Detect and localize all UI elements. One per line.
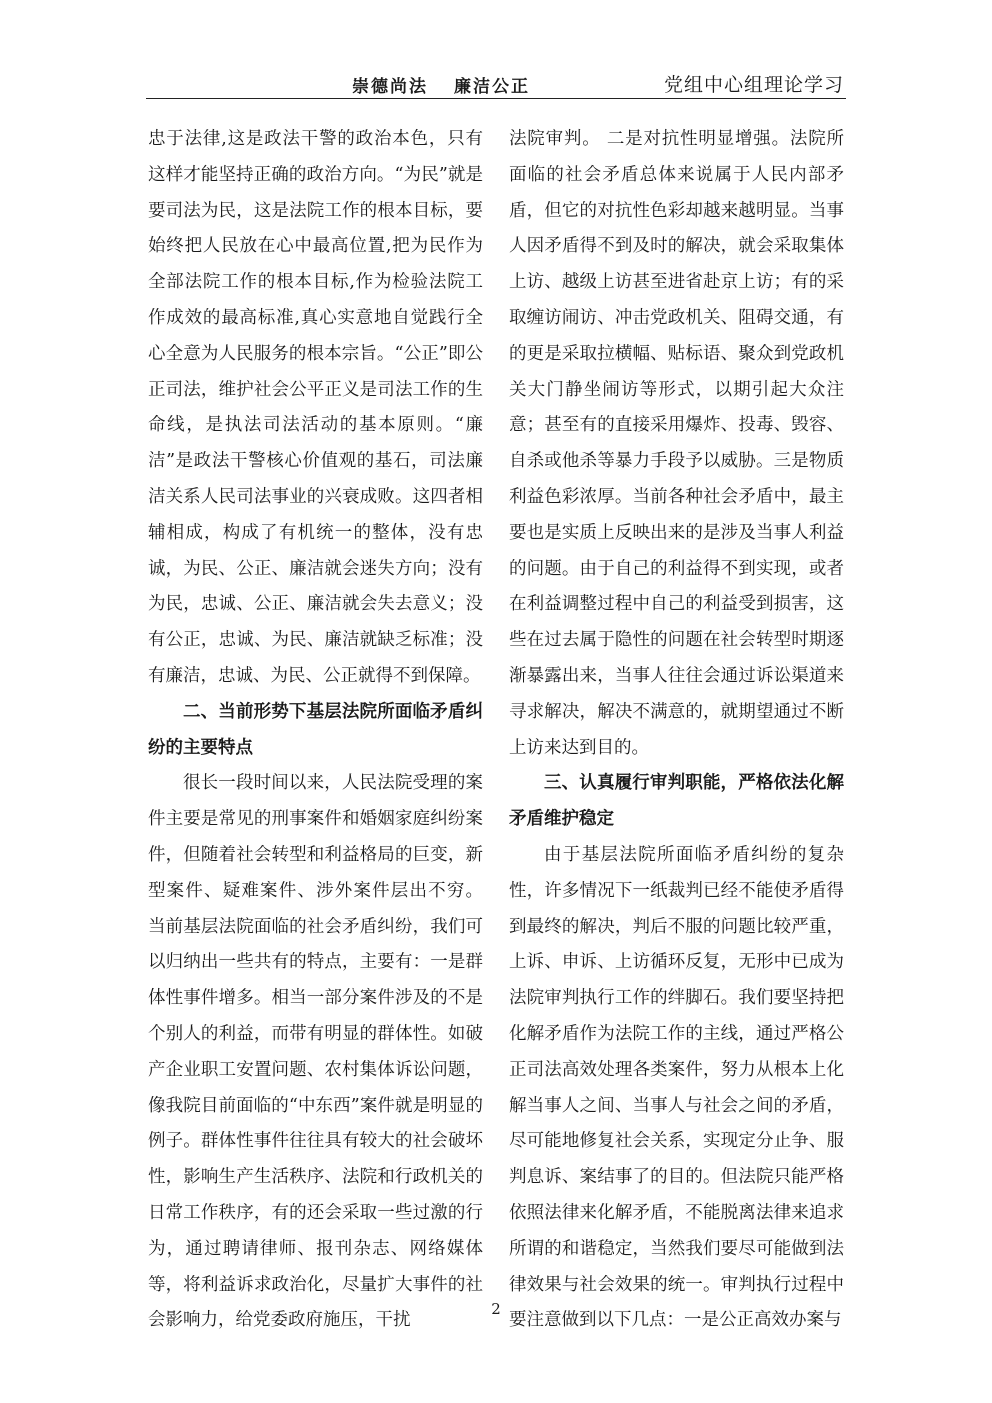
left-paragraph-1: 忠于法律,这是政法干警的政治本色，只有这样才能坚持正确的政治方向。“为民”就是要司法为民，这是法院工作的根本目标，要始终把人民放在心中最高位置,把为民作为全部法院工作的根本目标,作为检验法院工作成效的最高标准,真心实意地自觉践行全心全意为人民服务的根本宗旨。“公正”即公正司法，维护社会公平正义是司法工作的生命线，是执法司法活动的基本原则。“廉洁”是政法干警核心价值观的基石，司法廉洁关系人民司法事业的兴衰成败。这四者相辅相成，构成了有机统一的整体，没有忠诚，为民、公正、廉洁就会迷失方向；没有为民，忠诚、公正、廉洁就会失去意义；没有公正，忠诚、为民、廉洁就缺乏标准；没有廉洁，忠诚、为民、公正就得不到保障。 <box>148 129 483 686</box>
section-heading-2: 二、当前形势下基层法院所面临矛盾纠纷的主要特点 <box>148 701 483 758</box>
right-paragraph-2: 由于基层法院所面临矛盾纠纷的复杂性，许多情况下一纸裁判已经不能使矛盾得到最终的解决，判后不服的问题比较严重，上诉、申诉、上访循环反复，无形中已成为法院审判执行工作的绊脚石。我们要坚持把化解矛盾作为法院工作的主线，通过严格公正司法高效处理各类案件，努力从根本上化解当事人之间、当事人与社会之间的矛盾，尽可能地修复社会关系，实现定分止争、服判息诉、案结事了的目的。但法院只能严格依照法律来化解矛盾，不能脱离法律来追求所谓的和谐稳定，当然我们要尽可能做到法律效果与社会效果的统一。审判执行过程中要注意做到以下几点：一是公正高效办案与 <box>509 844 844 1331</box>
left-paragraph-2: 很长一段时间以来，人民法院受理的案件主要是常见的刑事案件和婚姻家庭纠纷案件，但随着社会转型和利益格局的巨变，新型案件、疑难案件、涉外案件层出不穷。 当前基层法院面临的社会矛盾纠纷，我们可以归纳出一些共有的特点，主要有：一是群体性事件增多。相当一部分案件涉及的不是个别人的利益，而带有明显的群体性。如破产企业职工安置问题、农村集体诉讼问题，像我院目前面临的“中东西”案件就是明显的例子。群体性事件往往具有较大的社会破坏性，影响生产生活秩序、法院和行政机关的日常工作秩序，有的还会采取一些过激的行为，通过聘请律师、报刊杂志、网络媒体等，将利益诉求政治化，尽量扩大事件的社会影响力，给党委政府施压，干扰 <box>148 773 483 1331</box>
header-section-title: 党组中心组理论学习 <box>663 74 844 96</box>
motto-second: 廉洁公正 <box>454 77 530 97</box>
header-motto <box>352 72 556 97</box>
page-number: 2 <box>491 1300 501 1318</box>
page-header <box>146 64 846 99</box>
right-paragraph-1: 法院审判。 二是对抗性明显增强。法院所面临的社会矛盾总体来说属于人民内部矛盾，但它的对抗性色彩却越来越明显。当事人因矛盾得不到及时的解决，就会采取集体上访、越级上访甚至进省赴京上访；有的采取缠访闹访、冲击党政机关、阻碍交通，有的更是采取拉横幅、贴标语、聚众到党政机关大门静坐闹访等形式，以期引起大众注意；甚至有的直接采用爆炸、投毒、毁容、自杀或他杀等暴力手段予以威胁。三是物质利益色彩浓厚。当前各种社会矛盾中，最主要也是实质上反映出来的是涉及当事人利益的问题。由于自己的利益得不到实现，或者在利益调整过程中自己的利益受到损害，这些在过去属于隐性的问题在社会转型时期逐渐暴露出来，当事人往往会通过诉讼渠道来寻求解决，解决不满意的，就期望通过不断上访来达到目的。 <box>509 129 844 758</box>
motto-first: 崇德尚法 <box>352 77 428 97</box>
left-column <box>148 122 483 1339</box>
right-column <box>509 122 844 1339</box>
section-heading-3: 三、认真履行审判职能，严格依法化解矛盾维护稳定 <box>509 773 844 830</box>
